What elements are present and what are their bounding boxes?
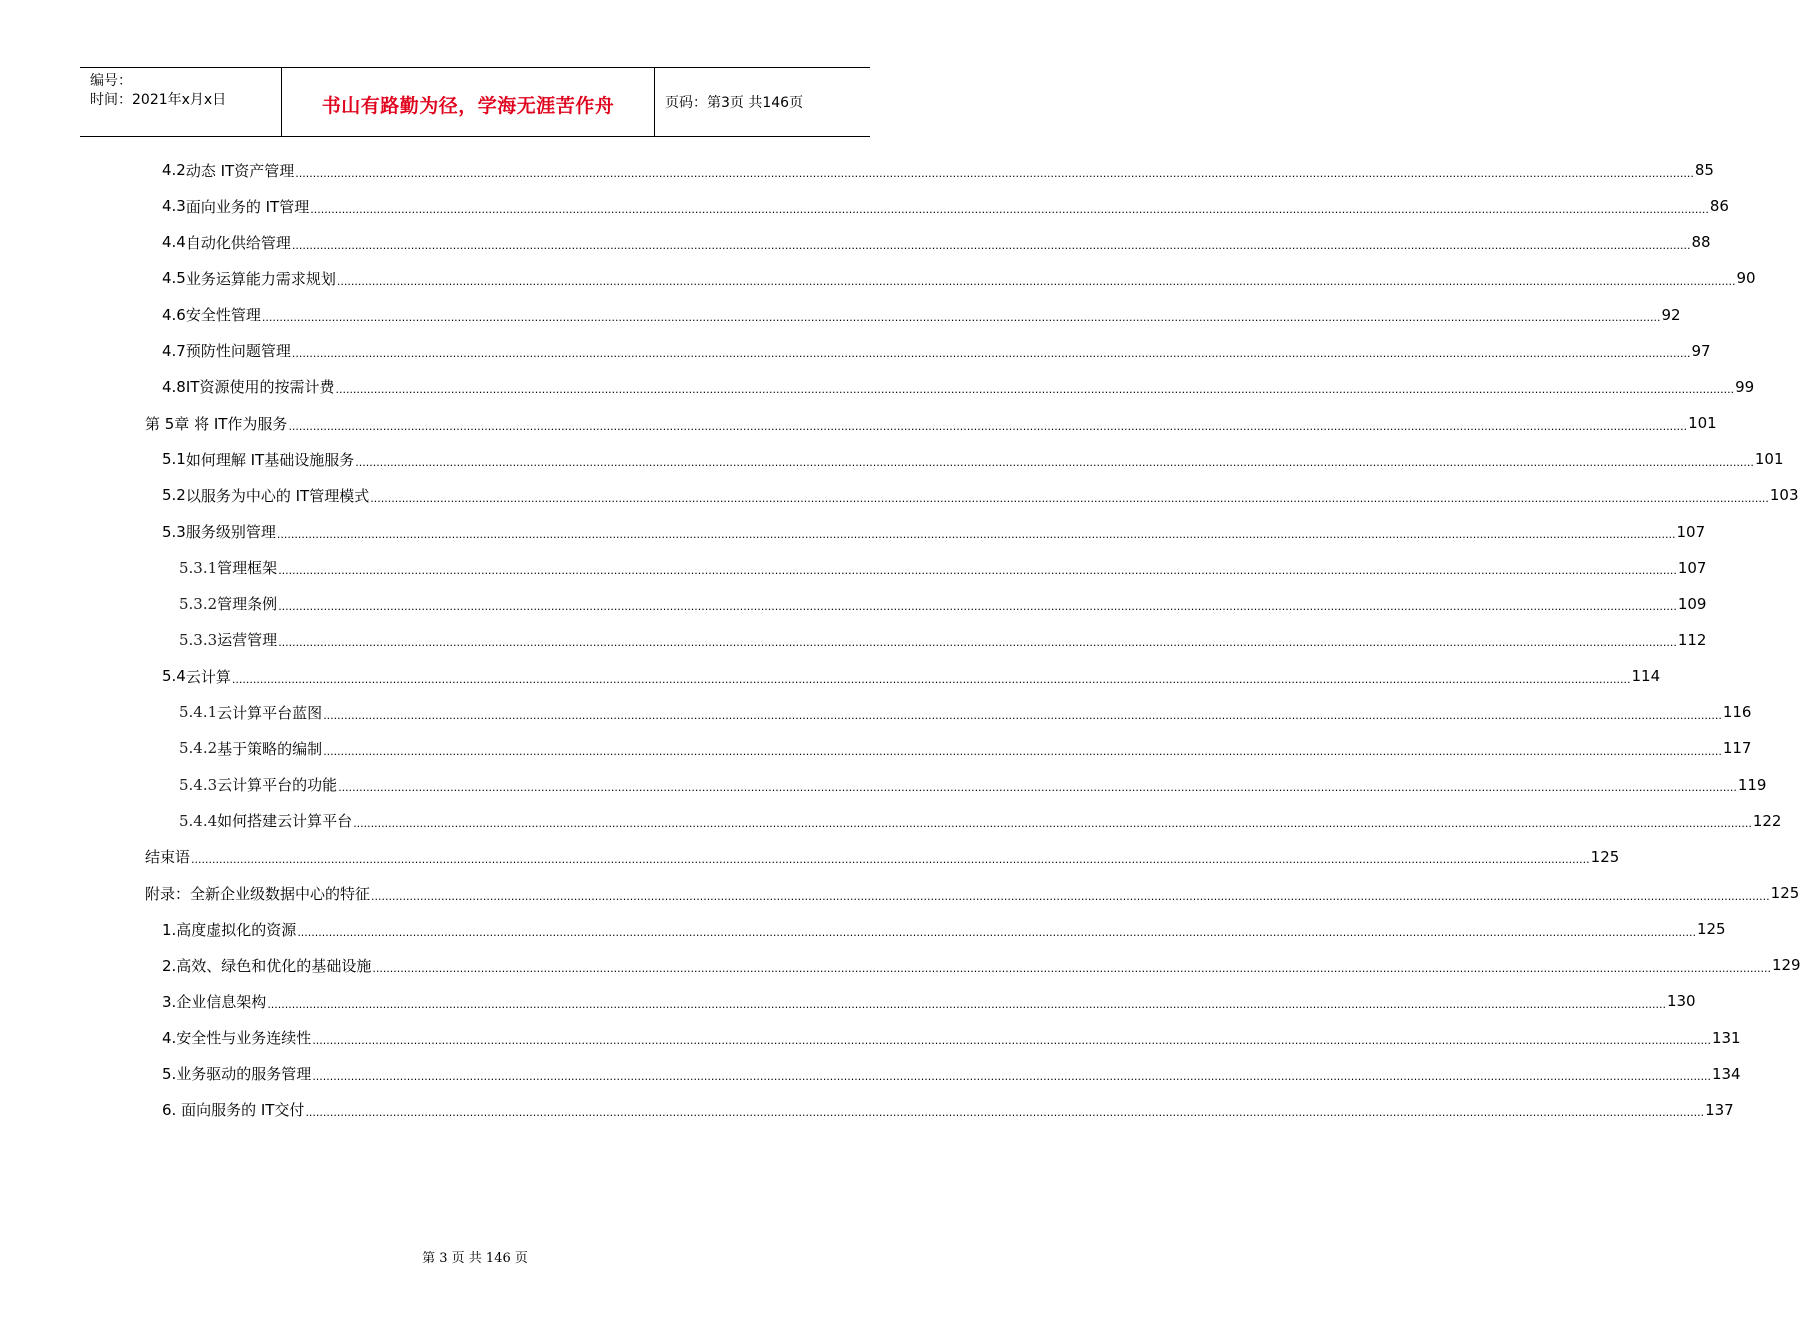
toc-entry-number: 4.6 (162, 305, 186, 324)
toc-leader-dots: ................................................................................................................................................................................................................................................................................................................................................................................................................ (278, 564, 1677, 578)
toc-entry-title: 1.高度虚拟化的资源 (162, 920, 297, 939)
toc-leader-dots: ................................................................................................................................................................................................................................................................................................................................................................................................................ (261, 311, 1661, 325)
toc-entry[interactable] (162, 911, 1726, 947)
toc-entry-page: 114 (1631, 667, 1661, 686)
toc-entry-title: 服务级别管理 (185, 523, 276, 541)
toc-leader-dots: ................................................................................................................................................................................................................................................................................................................................................................................................................ (371, 889, 1770, 903)
toc-entry[interactable] (162, 947, 1801, 983)
toc-entry-number: 4.2 (162, 161, 186, 179)
toc-leader-dots: ................................................................................................................................................................................................................................................................................................................................................................................................................ (336, 274, 1736, 288)
toc-entry-title: 附录：全新企业级数据中心的特征 (145, 884, 371, 903)
toc-leader-dots: ................................................................................................................................................................................................................................................................................................................................................................................................................ (291, 238, 1691, 252)
toc-leader-dots: ................................................................................................................................................................................................................................................................................................................................................................................................................ (370, 491, 1769, 505)
toc-leader-dots: ................................................................................................................................................................................................................................................................................................................................................................................................................ (297, 925, 1696, 939)
toc-leader-dots: ................................................................................................................................................................................................................................................................................................................................................................................................................ (310, 202, 1709, 216)
toc-entry-title: 基于策略的编制 (217, 739, 323, 758)
toc-entry-number: 4.7 (162, 341, 186, 360)
toc-leader-dots: ................................................................................................................................................................................................................................................................................................................................................................................................................ (353, 817, 1752, 831)
toc-leader-dots: ................................................................................................................................................................................................................................................................................................................................................................................................................ (278, 600, 1677, 614)
toc-entry-title: 管理条例 (217, 595, 278, 614)
toc-entry[interactable] (162, 477, 1799, 513)
toc-entry-title: 如何理解 IT基础设施服务 (185, 450, 355, 469)
toc-entry-page: 97 (1691, 341, 1711, 360)
toc-entry-title: 云计算平台蓝图 (217, 703, 323, 722)
toc-entry-page: 122 (1752, 811, 1782, 830)
toc-entry-title: 4.安全性与业务连续性 (162, 1029, 312, 1048)
toc-entry-number: 5.4.2 (179, 739, 218, 758)
toc-entry-page: 92 (1661, 305, 1681, 324)
toc-entry[interactable] (145, 405, 1717, 441)
toc-entry[interactable] (179, 622, 1707, 658)
toc-entry-page: 131 (1711, 1028, 1741, 1047)
toc-entry-number: 4.3 (162, 197, 186, 216)
toc-entry[interactable] (162, 297, 1681, 333)
toc-entry-page: 119 (1737, 775, 1767, 794)
toc-entry-page: 125 (1770, 884, 1800, 902)
toc-entry-title: 云计算 (185, 667, 231, 686)
toc-leader-dots: ................................................................................................................................................................................................................................................................................................................................................................................................................ (288, 419, 1688, 433)
toc-leader-dots: ................................................................................................................................................................................................................................................................................................................................................................................................................ (355, 455, 1754, 469)
toc-entry-title: 以服务为中心的 IT管理模式 (185, 486, 370, 505)
toc-entry-page: 99 (1735, 377, 1755, 396)
toc-entry-page: 116 (1722, 703, 1752, 722)
toc-entry[interactable] (162, 224, 1711, 260)
toc-entry-title: 2.高效、绿色和优化的基础设施 (162, 956, 372, 975)
toc-entry-number: 4.5 (162, 269, 186, 288)
toc-entry[interactable] (162, 658, 1661, 694)
toc-entry-title: 云计算平台的功能 (217, 776, 338, 795)
toc-entry[interactable] (162, 1020, 1741, 1056)
toc-leader-dots: ................................................................................................................................................................................................................................................................................................................................................................................................................ (335, 383, 1735, 397)
toc-entry[interactable] (179, 586, 1707, 622)
toc-leader-dots: ................................................................................................................................................................................................................................................................................................................................................................................................................ (312, 1070, 1711, 1084)
toc-entry-number: 5.2 (162, 486, 186, 505)
toc-entry[interactable] (162, 188, 1729, 224)
toc-entry[interactable] (179, 730, 1752, 766)
toc-leader-dots: ................................................................................................................................................................................................................................................................................................................................................................................................................ (323, 744, 1722, 758)
toc-entry-title: 预防性问题管理 (185, 342, 291, 361)
toc-entry-number: 5.4.3 (179, 775, 218, 794)
toc-entry-page: 125 (1696, 920, 1726, 939)
toc-leader-dots: ................................................................................................................................................................................................................................................................................................................................................................................................................ (338, 781, 1737, 795)
toc-entry-page: 112 (1677, 630, 1707, 649)
toc-entry-page: 130 (1666, 992, 1696, 1011)
toc-entry-number: 5.3.2 (179, 594, 218, 613)
toc-entry-title: 面向业务的 IT管理 (185, 197, 310, 216)
toc-entry[interactable] (179, 550, 1707, 586)
toc-leader-dots: ................................................................................................................................................................................................................................................................................................................................................................................................................ (372, 961, 1771, 975)
toc-entry-number: 5.3.1 (179, 558, 218, 577)
toc-entry-title: 安全性管理 (185, 306, 261, 325)
toc-leader-dots: ................................................................................................................................................................................................................................................................................................................................................................................................................ (267, 997, 1666, 1011)
header-page-info: 页码：第3页 共146页 (665, 95, 804, 111)
toc-entry-title: 管理框架 (217, 559, 278, 578)
toc-entry-title: 第 5章 将 IT作为服务 (145, 414, 288, 433)
toc-entry[interactable] (162, 441, 1784, 477)
toc-entry[interactable] (162, 369, 1755, 405)
toc-entry-page: 129 (1771, 956, 1801, 975)
toc-entry-page: 88 (1691, 233, 1711, 252)
toc-entry-title: 如何搭建云计算平台 (217, 812, 353, 831)
toc-entry[interactable] (162, 1056, 1741, 1092)
page-header (80, 67, 870, 137)
toc-leader-dots: ................................................................................................................................................................................................................................................................................................................................................................................................................ (278, 636, 1677, 650)
toc-entry-page: 137 (1705, 1100, 1734, 1119)
toc-leader-dots: ................................................................................................................................................................................................................................................................................................................................................................................................................ (312, 1034, 1711, 1048)
toc-entry[interactable] (179, 694, 1752, 730)
toc-entry[interactable] (162, 333, 1711, 369)
toc-entry[interactable] (162, 152, 1714, 188)
toc-entry-page: 101 (1754, 450, 1784, 469)
toc-entry-title: 业务运算能力需求规划 (185, 269, 336, 288)
header-motto: 书山有路勤为径，学海无涯苦作舟 (282, 68, 655, 136)
toc-entry[interactable] (162, 1092, 1734, 1128)
toc-leader-dots: ................................................................................................................................................................................................................................................................................................................................................................................................................ (191, 853, 1590, 867)
toc-entry[interactable] (162, 260, 1756, 296)
toc-entry-title: 结束语 (145, 848, 191, 867)
toc-entry-page: 107 (1677, 558, 1707, 577)
toc-leader-dots: ................................................................................................................................................................................................................................................................................................................................................................................................................ (291, 347, 1691, 361)
toc-entry-title: IT资源使用的按需计费 (185, 378, 335, 397)
toc-entry-page: 109 (1677, 594, 1707, 613)
toc-entry-page: 134 (1711, 1064, 1741, 1083)
toc-entry[interactable] (179, 803, 1782, 839)
toc-entry-title: 动态 IT资产管理 (185, 161, 295, 180)
toc-entry-title: 5.业务驱动的服务管理 (162, 1065, 312, 1084)
toc-entry-title: 6. 面向服务的 IT交付 (162, 1101, 305, 1120)
toc-leader-dots: ................................................................................................................................................................................................................................................................................................................................................................................................................ (305, 1106, 1705, 1120)
toc-entry-number: 5.3.3 (179, 630, 218, 649)
toc-leader-dots: ................................................................................................................................................................................................................................................................................................................................................................................................................ (323, 708, 1722, 722)
toc-entry-number: 4.8 (162, 377, 186, 396)
page-footer: 第 3 页 共 146 页 (422, 1251, 528, 1266)
toc-entry-number: 5.3 (162, 522, 186, 541)
toc-entry-page: 117 (1722, 739, 1752, 758)
toc-entry-page: 107 (1676, 522, 1706, 541)
toc-entry[interactable] (162, 983, 1696, 1019)
toc-entry[interactable] (162, 514, 1706, 550)
toc-entry-page: 103 (1769, 486, 1799, 505)
toc-entry[interactable] (179, 767, 1767, 803)
header-meta (80, 68, 282, 136)
toc-leader-dots: ................................................................................................................................................................................................................................................................................................................................................................................................................ (276, 528, 1676, 541)
serial-label: 编号： (90, 73, 132, 89)
toc-entry-number: 5.4 (162, 667, 186, 686)
toc-entry-number: 5.4.4 (179, 811, 218, 830)
toc-entry-page: 85 (1694, 161, 1714, 179)
toc-entry-page: 125 (1590, 847, 1620, 866)
toc-leader-dots: ................................................................................................................................................................................................................................................................................................................................................................................................................ (295, 166, 1694, 180)
toc-entry-title: 运营管理 (217, 631, 278, 650)
toc-entry-number: 5.4.1 (179, 703, 218, 722)
toc-entry-title: 3.企业信息架构 (162, 992, 267, 1011)
toc-entry-title: 自动化供给管理 (185, 233, 291, 252)
toc-entry[interactable] (145, 875, 1800, 911)
toc-entry[interactable] (145, 839, 1620, 875)
date-line: 时间：2021年x月x日 (90, 92, 227, 108)
toc-entry-number: 5.1 (162, 450, 186, 469)
toc-entry-page: 86 (1709, 197, 1729, 216)
toc-leader-dots: ................................................................................................................................................................................................................................................................................................................................................................................................................ (231, 672, 1631, 686)
toc-entry-number: 4.4 (162, 233, 186, 252)
toc-entry-page: 90 (1736, 269, 1756, 288)
toc-entry-page: 101 (1688, 414, 1717, 433)
